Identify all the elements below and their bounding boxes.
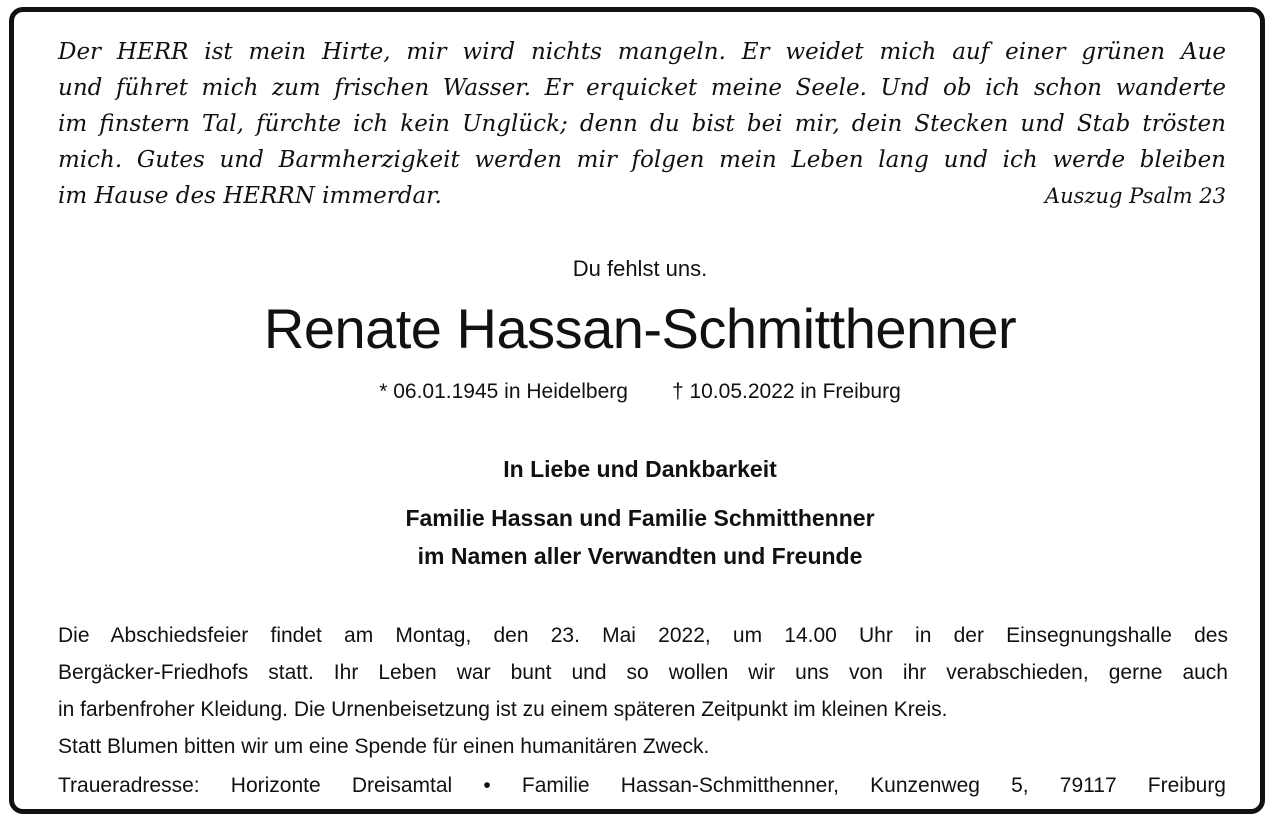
psalm-line: mich. Gutes und Barmherzigkeit werden mir folgen mein Leben lang und ich werde bleiben <box>58 147 1226 173</box>
psalm-line: und führet mich zum frischen Wasser. Er erquicket meine Seele. Und ob ich schon wanderte <box>58 75 1226 101</box>
mourners-line: In Liebe und Dankbarkeit <box>503 456 777 482</box>
psalm-line: im finstern Tal, fürchte ich kein Unglück; denn du bist bei mir, dein Stecken und Stab trösten <box>58 111 1226 137</box>
notice-line: in farbenfroher Kleidung. Die Urnenbeisetzung ist zu einem späteren Zeitpunkt im kleinen Kreis. <box>58 698 948 721</box>
funeral-notice <box>58 617 1228 765</box>
mourning-address: Traueradresse: Horizonte Dreisamtal • Familie Hassan-Schmitthenner, Kunzenweg 5, 79117 Freiburg <box>58 774 1226 797</box>
notice-line: Bergäcker-Friedhofs statt. Ihr Leben war bunt und so wollen wir uns von ihr verabschieden, gerne auch <box>58 661 1228 684</box>
deceased-name: Renate Hassan-Schmitthenner <box>263 297 1017 360</box>
psalm-quote <box>58 34 1226 214</box>
psalm-last-row <box>58 178 1226 214</box>
intro-text: Du fehlst uns. <box>572 256 708 281</box>
life-dates <box>0 376 1280 408</box>
psalm-source: Auszug Psalm 23 <box>1044 184 1226 208</box>
mourners-line: Familie Hassan und Familie Schmitthenner <box>405 505 875 531</box>
death-date: † 10.05.2022 in Freiburg <box>671 380 901 403</box>
psalm-line: Der HERR ist mein Hirte, mir wird nichts mangeln. Er weidet mich auf einer grünen Aue <box>58 39 1226 65</box>
notice-line: Die Abschiedsfeier findet am Montag, den 23. Mai 2022, um 14.00 Uhr in der Einsegnungshalle des <box>58 624 1228 647</box>
mourners-line: im Namen aller Verwandten und Freunde <box>417 543 863 569</box>
notice-line: Statt Blumen bitten wir um eine Spende für einen humanitären Zweck. <box>58 735 710 758</box>
birth-date: * 06.01.1945 in Heidelberg <box>379 380 628 403</box>
psalm-line: im Hause des HERRN immerdar. <box>58 183 442 209</box>
